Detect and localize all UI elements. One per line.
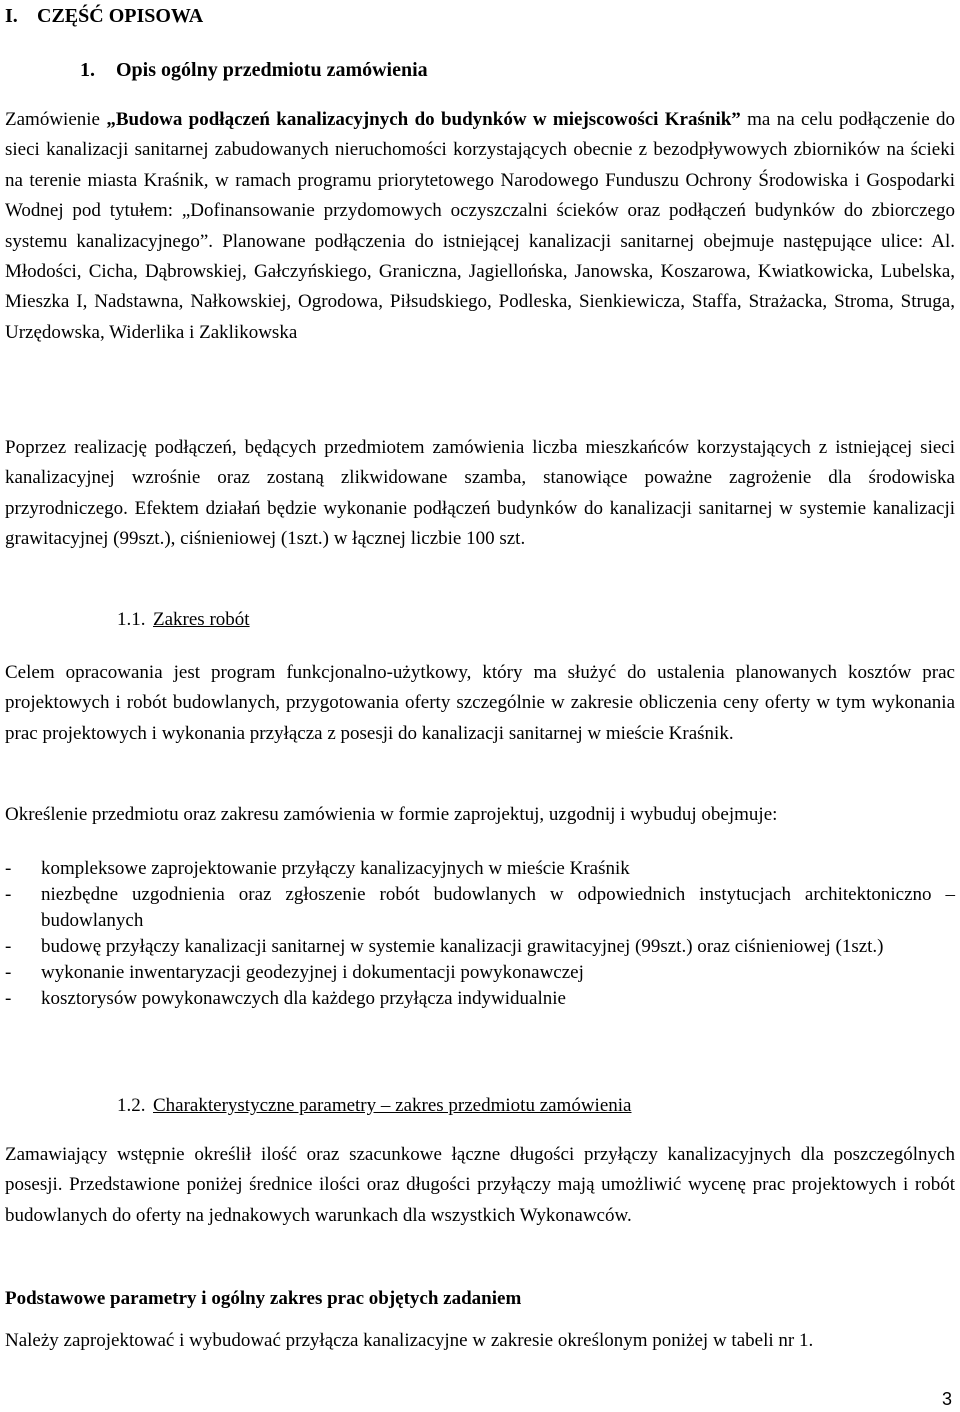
intro-project-title: „Budowa podłączeń kanalizacyjnych do budynków w miejscowości Kraśnik”	[106, 109, 741, 130]
intro-paragraph	[5, 105, 955, 348]
subsection-heading-1-2	[117, 1092, 631, 1120]
list-dash: -	[5, 962, 12, 983]
list-item-text: kompleksowe zaprojektowanie przyłączy kanalizacyjnych w mieście Kraśnik	[41, 858, 630, 879]
subsection-heading-1-1	[117, 606, 250, 634]
list-item-text: wykonanie inwentaryzacji geodezyjnej i dokumentacji powykonawczej	[41, 962, 584, 983]
realization-paragraph: Poprzez realizację podłączeń, będących przedmiotem zamówienia liczba mieszkańców korzystających z istniejącej sieci kanalizacyjnej wzrośnie oraz zostaną zlikwidowane szamba, stanowiące poważne zagrożenie dla środowiska przyrodniczego. Efektem działań będzie wykonanie podłączeń budynków do kanalizacji sanitarnej w systemie kanalizacji grawitacyjnej (99szt.), ciśnieniowej (1szt.) w łącznej liczbie 100 szt.	[5, 437, 955, 550]
subsection-number: 1.	[80, 59, 95, 81]
list-dash: -	[5, 884, 12, 905]
list-item	[5, 882, 955, 934]
subsection-label: Charakterystyczne parametry – zakres przedmiotu zamówienia	[153, 1095, 632, 1116]
page-number: 3	[941, 1389, 952, 1409]
list-dash: -	[5, 988, 12, 1009]
list-item-text: niezbędne uzgodnienia oraz zgłoszenie robót budowlanych w odpowiednich instytucjach architektoniczno – budowlanych	[41, 884, 955, 931]
scope-list	[5, 856, 955, 1012]
section-title: CZĘŚĆ OPISOWA	[37, 5, 204, 27]
subsection-number: 1.1.	[117, 609, 146, 630]
scope-intro-paragraph: Określenie przedmiotu oraz zakresu zamówienia w formie zaprojektuj, uzgodnij i wybuduj obejmuje:	[5, 804, 778, 825]
subsection-number: 1.2.	[117, 1095, 146, 1116]
section-heading	[5, 2, 203, 30]
list-item	[5, 856, 955, 882]
list-item	[5, 986, 955, 1012]
list-dash: -	[5, 858, 12, 879]
parameters-paragraph: Zamawiający wstępnie określił ilość oraz szacunkowe łączne długości przyłączy kanalizacyjnych dla poszczególnych posesji. Przedstawione poniżej średnice ilości oraz długości przyłączy mają umożliwić wycenę prac projektowych i robót budowlanych do oferty na jednakowych warunkach dla wszystkich Wykonawców.	[5, 1144, 955, 1226]
parameters-bold-heading: Podstawowe parametry i ogólny zakres prac objętych zadaniem	[5, 1288, 522, 1309]
list-item	[5, 960, 955, 986]
purpose-paragraph: Celem opracowania jest program funkcjonalno-użytkowy, który ma służyć do ustalenia planowanych kosztów prac projektowych i robót budowlanych, przygotowania oferty szczególnie w zakresie obliczenia ceny oferty w tym wykonania prac projektowych i wykonania przyłącza z posesji do kanalizacji sanitarnej w mieście Kraśnik.	[5, 662, 955, 744]
section-number: I.	[5, 5, 18, 27]
intro-body: ma na celu podłączenie do sieci kanalizacji sanitarnej zabudowanych nieruchomości korzystających obecnie z bezodpływowych zbiorników na ścieki na terenie miasta Kraśnik, w ramach programu priorytetowego Narodowego Funduszu Ochrony Środowiska i Gospodarki Wodnej pod tytułem: „Dofinansowanie przydomowych oczyszczalni ścieków oraz podłączeń budynków do zbiorczego systemu kanalizacyjnego”. Planowane podłączenia do istniejącej kanalizacji sanitarnej obejmuje następujące ulice: Al. Młodości, Cicha, Dąbrowskiej, Gałczyńskiego, Graniczna, Jagiellońska, Janowska, Koszarowa, Kwiatkowicka, Lubelska, Mieszka I, Nadstawna, Nałkowskiej, Ogrodowa, Piłsudskiego, Podleska, Sienkiewicza, Staffa, Strażacka, Stroma, Struga, Urzędowska, Widerlika i Zaklikowska	[5, 109, 956, 343]
list-item	[5, 934, 955, 960]
table-reference-paragraph: Należy zaprojektować i wybudować przyłącza kanalizacyjne w zakresie określonym poniżej w tabeli nr 1.	[5, 1330, 814, 1351]
list-dash: -	[5, 936, 12, 957]
subsection-heading-1	[80, 56, 428, 84]
subsection-title: Opis ogólny przedmiotu zamówienia	[116, 59, 428, 81]
list-item-text: budowę przyłączy kanalizacji sanitarnej w systemie kanalizacji grawitacyjnej (99szt.) oraz ciśnieniowej (1szt.)	[41, 936, 884, 957]
subsection-label: Zakres robót	[153, 609, 250, 630]
intro-pre: Zamówienie	[5, 109, 107, 130]
list-item-text: kosztorysów powykonawczych dla każdego przyłącza indywidualnie	[41, 988, 566, 1009]
